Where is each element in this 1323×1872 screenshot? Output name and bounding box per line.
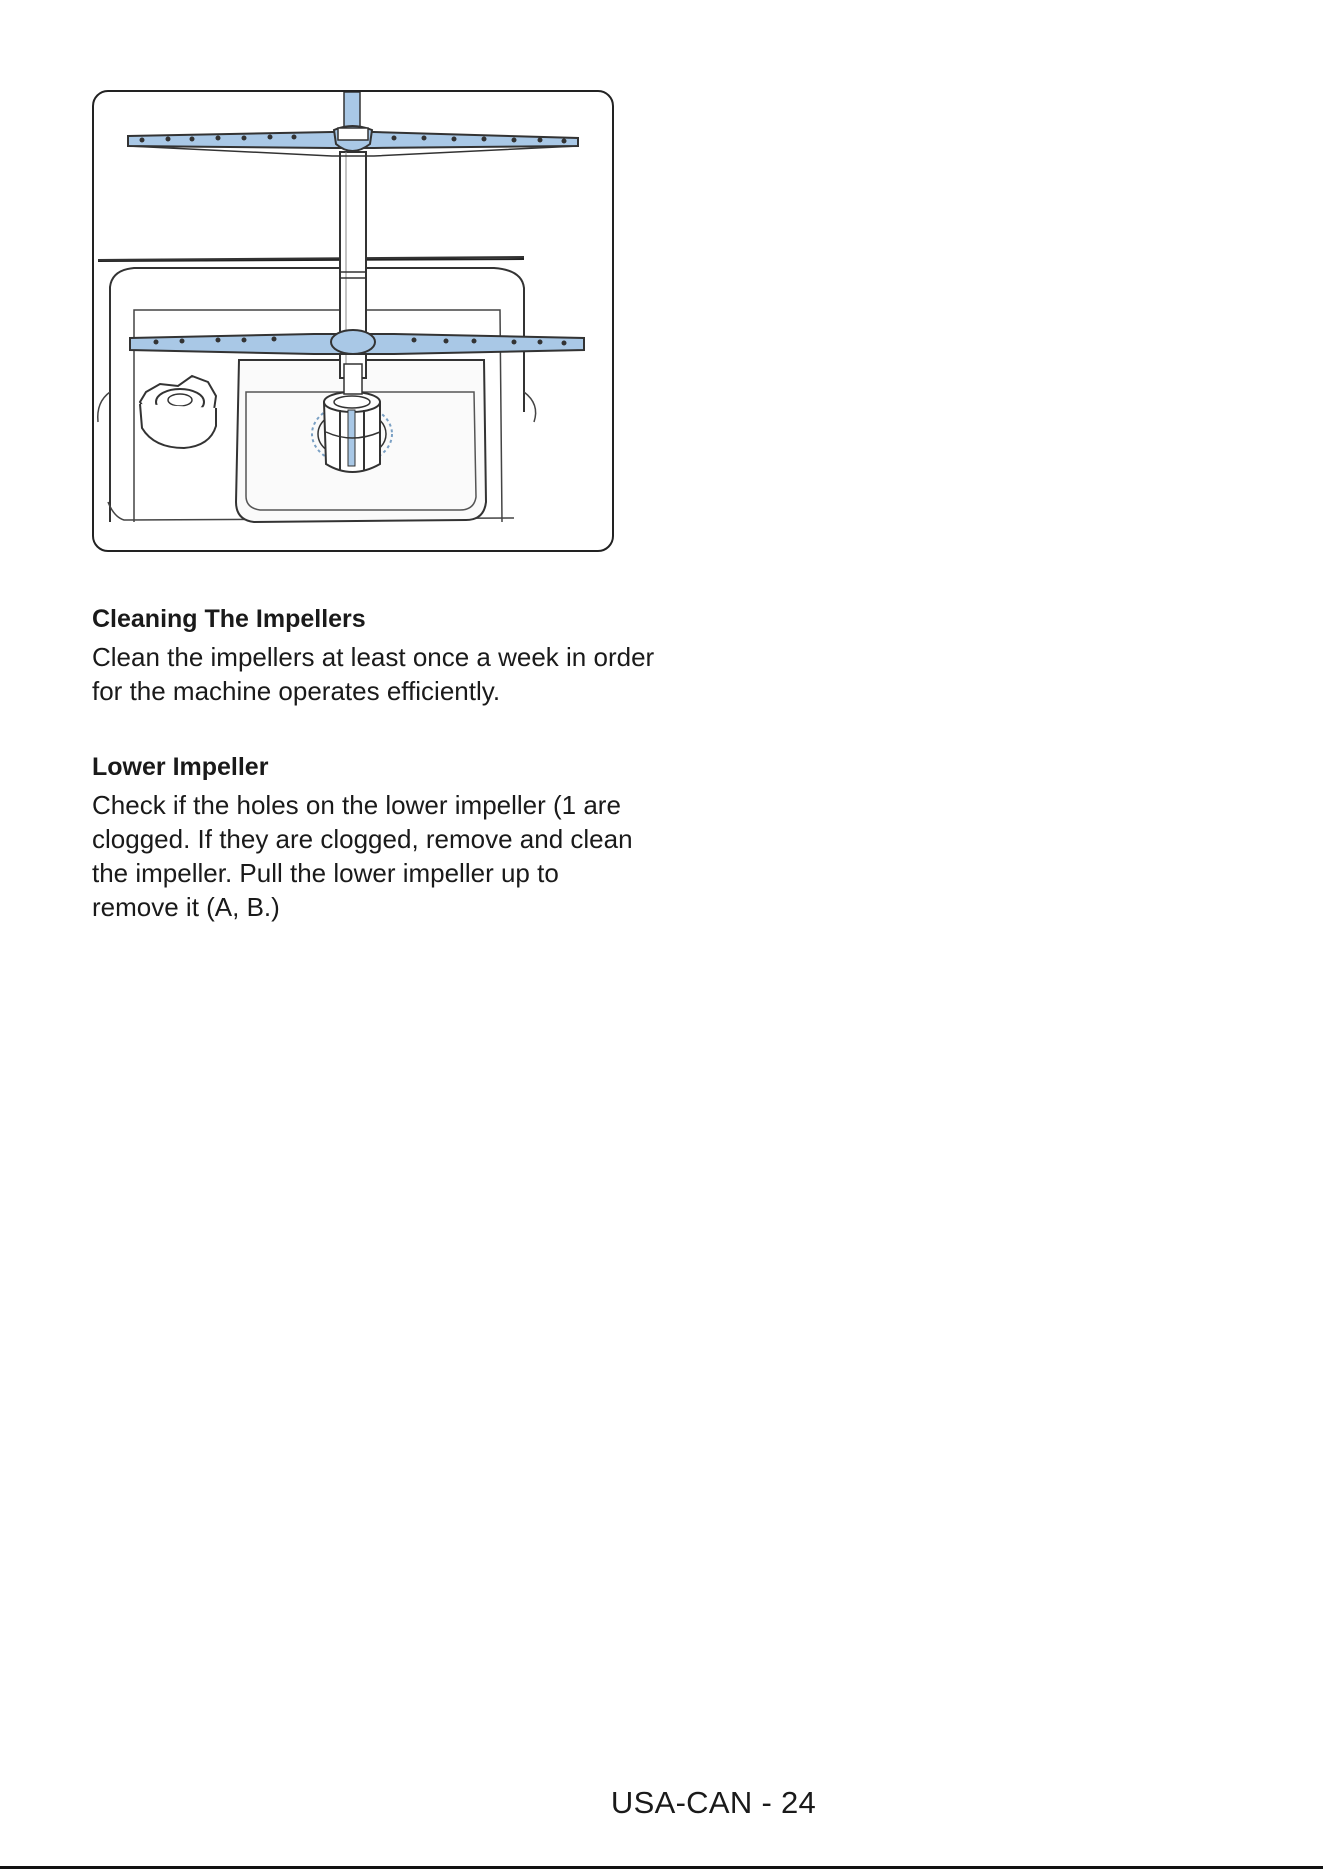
section-body: Clean the impellers at least once a week in order for the machine operates efficiently. bbox=[92, 642, 655, 706]
bottom-divider bbox=[0, 1866, 1323, 1869]
section-heading: Cleaning The Impellers bbox=[92, 605, 366, 633]
spray-pipe bbox=[340, 152, 366, 394]
lower-impeller-icon bbox=[130, 330, 584, 354]
section-cleaning-impellers bbox=[92, 604, 692, 708]
salt-cap-icon bbox=[140, 376, 216, 448]
impeller-illustration bbox=[92, 90, 614, 552]
upper-impeller-icon bbox=[128, 126, 578, 156]
section-heading: Lower Impeller bbox=[92, 753, 269, 781]
section-lower-impeller bbox=[92, 752, 692, 924]
page-number bbox=[0, 1785, 1323, 1821]
dishwasher-interior-drawing bbox=[94, 92, 612, 550]
page-number-label: USA-CAN - 24 bbox=[610, 1785, 817, 1820]
section-body: Check if the holes on the lower impeller (1 are clogged. If they are clogged, remove and clean the impeller. Pull the lower impeller up to remove it (A, B.) bbox=[92, 790, 633, 922]
